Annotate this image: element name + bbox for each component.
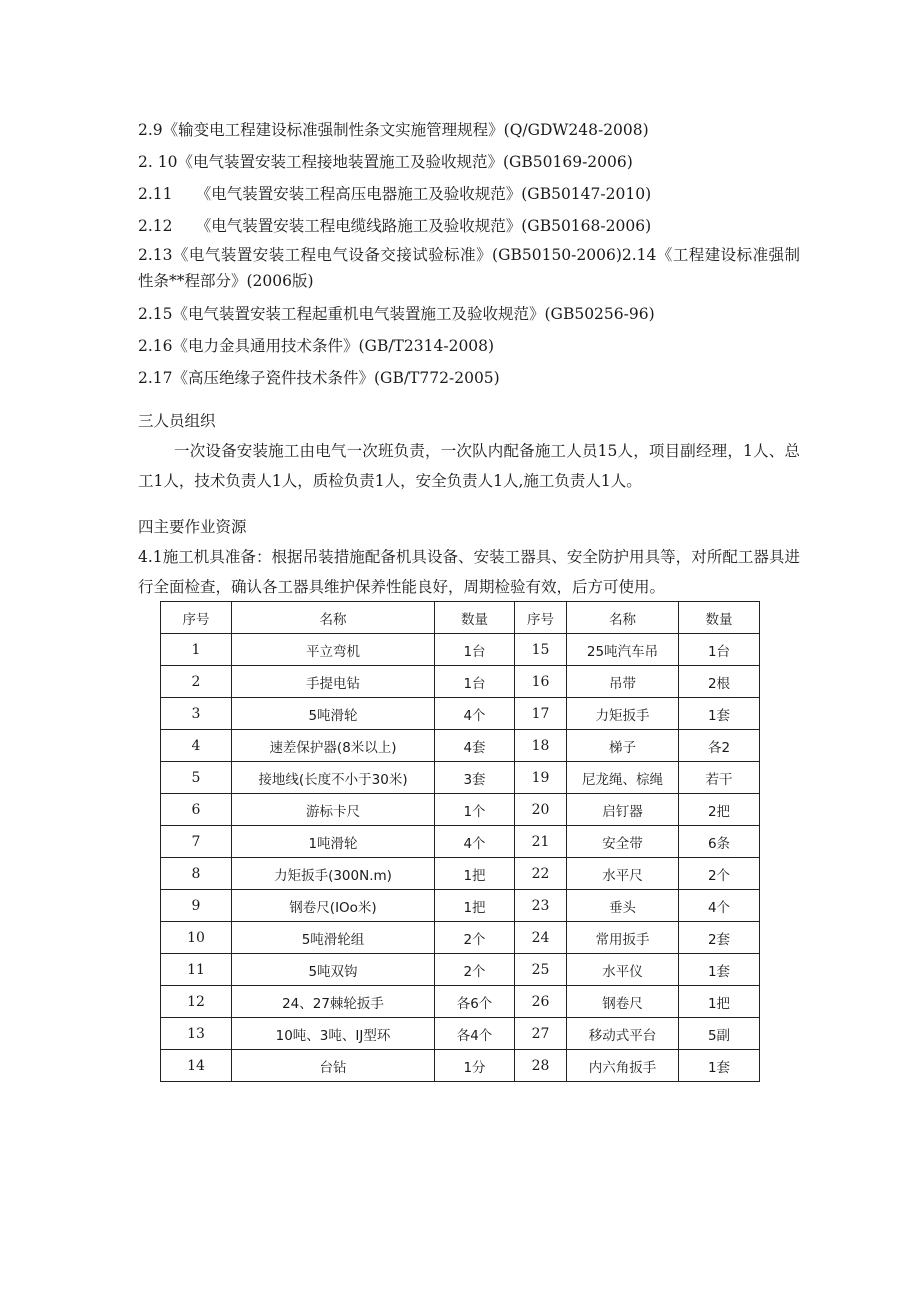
item-quantity: 1套 — [679, 1050, 760, 1082]
table-row — [161, 1018, 760, 1050]
table-row — [161, 858, 760, 890]
item-quantity: 各4个 — [435, 1018, 515, 1050]
item-quantity: 4个 — [435, 826, 515, 858]
item-name: 移动式平台 — [567, 1018, 679, 1050]
item-index: 11 — [161, 954, 232, 986]
item-name: 台钻 — [232, 1050, 435, 1082]
item-index: 9 — [161, 890, 232, 922]
section-4-heading: 四主要作业资源 — [138, 518, 247, 536]
item-quantity: 2个 — [435, 922, 515, 954]
item-quantity: 1分 — [435, 1050, 515, 1082]
item-index: 5 — [161, 762, 232, 794]
section-3-heading: 三人员组织 — [138, 412, 216, 430]
item-quantity: 1套 — [679, 698, 760, 730]
item-name: 25吨汽车吊 — [567, 634, 679, 666]
item-index: 12 — [161, 986, 232, 1018]
item-quantity: 2根 — [679, 666, 760, 698]
item-name: 水平仪 — [567, 954, 679, 986]
item-index: 26 — [515, 986, 567, 1018]
table-row — [161, 890, 760, 922]
item-index: 2 — [161, 666, 232, 698]
table-row — [161, 922, 760, 954]
table-row — [161, 762, 760, 794]
equipment-table — [160, 601, 760, 1082]
item-index: 3 — [161, 698, 232, 730]
item-index: 15 — [515, 634, 567, 666]
item-index: 8 — [161, 858, 232, 890]
item-quantity: 若干 — [679, 762, 760, 794]
item-index: 13 — [161, 1018, 232, 1050]
header-name-right: 名称 — [567, 602, 679, 634]
item-quantity: 1套 — [679, 954, 760, 986]
standard-2-11: 2.11 《电气装置安装工程高压电器施工及验收规范》(GB50147-2010) — [138, 185, 652, 203]
item-name: 游标卡尺 — [232, 794, 435, 826]
item-index: 21 — [515, 826, 567, 858]
table-row — [161, 986, 760, 1018]
standard-2-17: 2.17《高压绝缘子瓷件技术条件》(GB/T772-2005) — [138, 369, 500, 387]
standard-2-12: 2.12 《电气装置安装工程电缆线路施工及验收规范》(GB50168-2006) — [138, 217, 652, 235]
item-quantity: 1把 — [435, 890, 515, 922]
item-quantity: 1把 — [435, 858, 515, 890]
item-index: 23 — [515, 890, 567, 922]
item-index: 17 — [515, 698, 567, 730]
item-name: 钢卷尺 — [567, 986, 679, 1018]
item-name: 常用扳手 — [567, 922, 679, 954]
item-index: 4 — [161, 730, 232, 762]
standard-2-9: 2.9《输变电工程建设标准强制性条文实施管理规程》(Q/GDW248-2008) — [138, 121, 649, 139]
item-quantity: 4套 — [435, 730, 515, 762]
item-quantity: 各2 — [679, 730, 760, 762]
item-name: 5吨双钩 — [232, 954, 435, 986]
item-quantity: 4个 — [679, 890, 760, 922]
standard-2-15: 2.15《电气装置安装工程起重机电气装置施工及验收规范》(GB50256-96) — [138, 305, 655, 323]
item-name: 垂头 — [567, 890, 679, 922]
table-row — [161, 826, 760, 858]
item-name: 速差保护器(8米以上) — [232, 730, 435, 762]
item-quantity: 2个 — [679, 858, 760, 890]
header-index-right: 序号 — [515, 602, 567, 634]
item-quantity: 2把 — [679, 794, 760, 826]
item-name: 梯子 — [567, 730, 679, 762]
item-name: 5吨滑轮组 — [232, 922, 435, 954]
item-name: 力矩扳手(300N.m) — [232, 858, 435, 890]
item-name: 内六角扳手 — [567, 1050, 679, 1082]
item-index: 20 — [515, 794, 567, 826]
table-row — [161, 730, 760, 762]
item-name: 手提电钻 — [232, 666, 435, 698]
item-index: 25 — [515, 954, 567, 986]
item-name: 接地线(长度不小于30米) — [232, 762, 435, 794]
item-index: 27 — [515, 1018, 567, 1050]
item-quantity: 1把 — [679, 986, 760, 1018]
item-index: 18 — [515, 730, 567, 762]
section-4-body: 4.1施工机具准备：根据吊装措施配备机具设备、安装工器具、安全防护用具等，对所配工器具进行全面检查，确认各工器具维护保养性能良好，周期检验有效，后方可使用。 — [138, 548, 800, 596]
item-index: 24 — [515, 922, 567, 954]
item-index: 1 — [161, 634, 232, 666]
item-index: 10 — [161, 922, 232, 954]
item-name: 5吨滑轮 — [232, 698, 435, 730]
item-name: 力矩扳手 — [567, 698, 679, 730]
item-index: 14 — [161, 1050, 232, 1082]
item-index: 19 — [515, 762, 567, 794]
item-quantity: 2套 — [679, 922, 760, 954]
table-row — [161, 1050, 760, 1082]
item-name: 尼龙绳、棕绳 — [567, 762, 679, 794]
item-quantity: 4个 — [435, 698, 515, 730]
section-3-body: 一次设备安装施工由电气一次班负责，一次队内配备施工人员15人，项目副经理，1人、总工1人，技术负责人1人，质检负责1人，安全负责人1人,施工负责人1人。 — [138, 442, 800, 490]
item-name: 平立弯机 — [232, 634, 435, 666]
table-row — [161, 794, 760, 826]
standard-2-10: 2. 10《电气装置安装工程接地装置施工及验收规范》(GB50169-2006) — [138, 153, 633, 171]
table-row — [161, 954, 760, 986]
item-index: 28 — [515, 1050, 567, 1082]
item-name: 1吨滑轮 — [232, 826, 435, 858]
item-quantity: 1台 — [679, 634, 760, 666]
item-quantity: 2个 — [435, 954, 515, 986]
item-index: 6 — [161, 794, 232, 826]
item-name: 吊带 — [567, 666, 679, 698]
table-body — [161, 634, 760, 1082]
item-quantity: 1台 — [435, 634, 515, 666]
item-index: 7 — [161, 826, 232, 858]
item-quantity: 各6个 — [435, 986, 515, 1018]
header-name-left: 名称 — [232, 602, 435, 634]
header-qty-left: 数量 — [435, 602, 515, 634]
item-name: 水平尺 — [567, 858, 679, 890]
table-row — [161, 634, 760, 666]
item-quantity: 1个 — [435, 794, 515, 826]
item-quantity: 3套 — [435, 762, 515, 794]
item-index: 22 — [515, 858, 567, 890]
item-name: 启钉器 — [567, 794, 679, 826]
table-header-row — [161, 602, 760, 634]
header-index-left: 序号 — [161, 602, 232, 634]
item-name: 钢卷尺(IOo米) — [232, 890, 435, 922]
item-quantity: 6条 — [679, 826, 760, 858]
standard-2-13-2-14: 2.13《电气装置安装工程电气设备交接试验标准》(GB50150-2006)2.14《工程建设标准强制性条**程部分》(2006版) — [138, 246, 800, 290]
item-index: 16 — [515, 666, 567, 698]
item-quantity: 5副 — [679, 1018, 760, 1050]
item-name: 10吨、3吨、IJ型环 — [232, 1018, 435, 1050]
table-row — [161, 666, 760, 698]
item-quantity: 1台 — [435, 666, 515, 698]
item-name: 24、27棘轮扳手 — [232, 986, 435, 1018]
standard-2-16: 2.16《电力金具通用技术条件》(GB/T2314-2008) — [138, 337, 495, 355]
header-qty-right: 数量 — [679, 602, 760, 634]
table-row — [161, 698, 760, 730]
item-name: 安全带 — [567, 826, 679, 858]
